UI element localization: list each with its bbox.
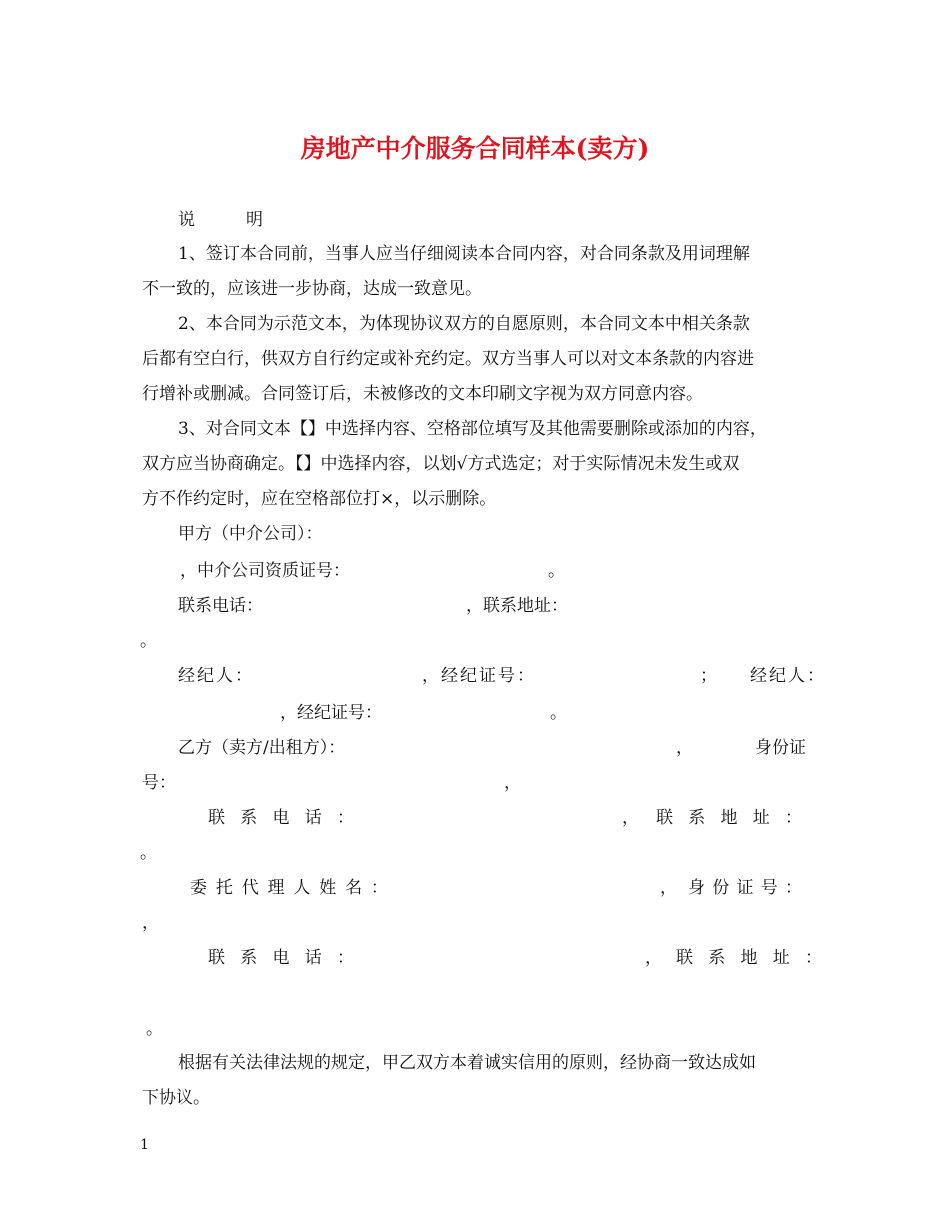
agent2-label: 经纪人：	[750, 666, 826, 686]
proxy-address-end: 。	[146, 1019, 163, 1039]
party-b-phone-label: 联 系 电 话 ：	[208, 808, 354, 828]
party-b-address-label: 联 系 地 址 ：	[656, 808, 802, 828]
party-a-phone-label: 联系电话：	[178, 596, 263, 616]
agent1-cert-label: ，经纪证号：	[422, 666, 536, 686]
proxy-id-label: 身 份 证 号 ：	[688, 878, 802, 898]
para3-line2: 双方应当协商确定。【】中选择内容，以划√方式选定；对于实际情况未发生或双	[142, 454, 740, 474]
proxy-phone-label: 联 系 电 话 ：	[208, 948, 354, 968]
party-a-address-end: 。	[140, 631, 157, 651]
closing-line1: 根据有关法律法规的规定，甲乙双方本着诚实信用的原则，经协商一致达成如	[178, 1053, 756, 1073]
para2-line3: 行增补或删减。合同签订后，未被修改的文本印刷文字视为双方同意内容。	[142, 384, 703, 404]
proxy-comma2: ，	[645, 948, 662, 968]
proxy-comma: ，	[660, 878, 677, 898]
para3-line3: 方不作约定时，应在空格部位打×，以示删除。	[142, 489, 497, 509]
party-b-comma2: ，	[622, 808, 639, 828]
party-b-address-end: 。	[140, 843, 157, 863]
party-b-id-label-1: 身份证	[755, 738, 806, 758]
closing-line2: 下协议。	[142, 1088, 210, 1108]
proxy-address-label: 联 系 地 址 ：	[676, 948, 822, 968]
party-a-address-label: ，联系地址：	[466, 596, 568, 616]
para2-line1: 2、本合同为示范文本，为体现协议双方的自愿原则，本合同文本中相关条款	[178, 314, 750, 334]
para3-line1: 3、对合同文本【】中选择内容、空格部位填写及其他需要删除或添加的内容，	[178, 419, 767, 439]
party-a-label: 甲方（中介公司）：	[178, 524, 323, 544]
party-b-id-end: ，	[504, 773, 521, 793]
party-a-cert-label: ，中介公司资质证号：	[180, 561, 350, 581]
agent2-cert-label: ，经纪证号：	[280, 703, 382, 723]
party-b-label: 乙方（卖方/出租方）：	[178, 738, 346, 758]
party-a-cert-end: 。	[548, 561, 565, 581]
party-b-comma: ，	[676, 738, 693, 758]
proxy-name-label: 委 托 代 理 人 姓 名 ：	[190, 878, 388, 898]
agent1-label: 经纪人：	[178, 666, 254, 686]
para1-line1: 1、签订本合同前，当事人应当仔细阅读本合同内容，对合同条款及用词理解	[178, 244, 750, 264]
proxy-id-end: ，	[142, 913, 159, 933]
party-b-id-label-2: 号：	[142, 773, 176, 793]
para1-line2: 不一致的，应该进一步协商，达成一致意见。	[142, 279, 482, 299]
para2-line2: 后都有空白行，供双方自行约定或补充约定。双方当事人可以对文本条款的内容进	[142, 349, 754, 369]
agent-separator: ；	[700, 666, 717, 686]
section-heading: 说 明	[178, 210, 263, 230]
document-title: 房地产中介服务合同样本(卖方)	[300, 134, 650, 163]
page-number: 1	[140, 1137, 149, 1153]
agent2-end: 。	[550, 703, 567, 723]
